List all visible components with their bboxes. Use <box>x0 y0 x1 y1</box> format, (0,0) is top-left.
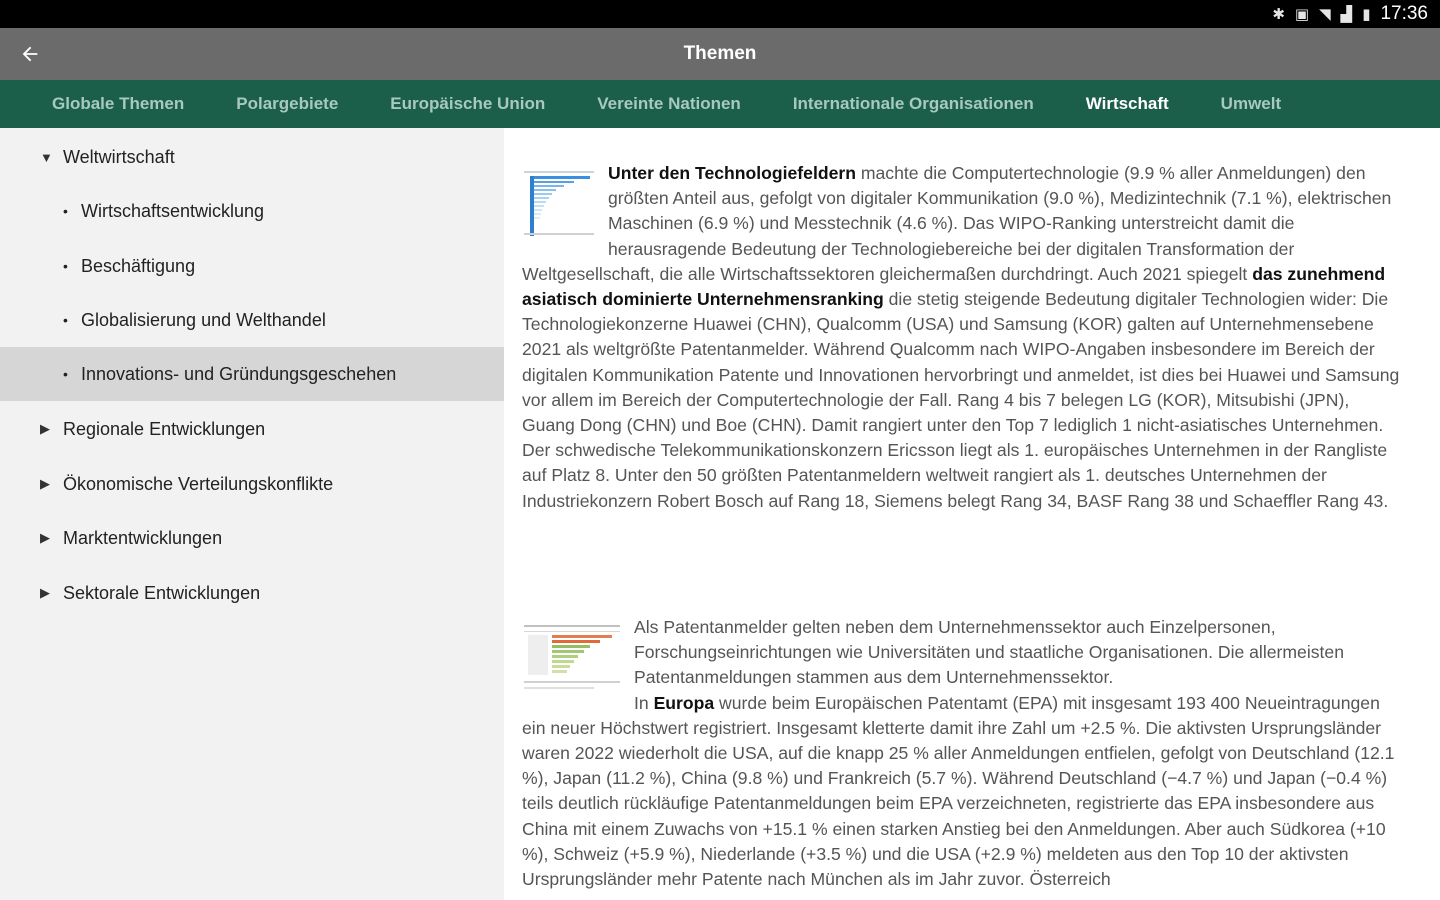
caret-right-icon: ▶ <box>40 530 50 545</box>
caret-down-icon: ▼ <box>40 149 53 165</box>
article-paragraph-1 <box>522 161 1404 514</box>
chart-thumbnail-technologiefelder[interactable] <box>522 169 598 241</box>
tab-polargebiete[interactable]: Polargebiete <box>236 94 339 113</box>
sidebar-item-label: Ökonomische Verteilungskonflikte <box>63 473 334 494</box>
caret-right-icon: ▶ <box>40 585 50 600</box>
bullet-icon: • <box>63 203 68 219</box>
sidebar-item-label: Regionale Entwicklungen <box>63 418 266 439</box>
wifi-icon: ◥ <box>1319 6 1331 23</box>
sidebar-item-marktentwicklungen[interactable] <box>0 511 504 565</box>
app-bar <box>0 28 1440 80</box>
article-paragraph-2 <box>522 615 1404 892</box>
emphasis-text: Europa <box>653 692 715 713</box>
sidebar-item-label: Sektorale Entwicklungen <box>63 582 261 603</box>
sidebar-item-label: Wirtschaftsentwicklung <box>81 200 265 221</box>
bullet-icon: • <box>63 258 68 274</box>
battery-icon: ▮ <box>1362 6 1371 23</box>
tab-bar <box>0 80 1440 128</box>
sidebar-item-weltwirtschaft[interactable] <box>0 130 504 184</box>
tab-internationale-organisationen[interactable]: Internationale Organisationen <box>792 94 1034 113</box>
status-bar <box>0 0 1440 28</box>
sidebar-item-sektorale-entwicklungen[interactable] <box>0 566 504 620</box>
nfc-icon: ▣ <box>1294 6 1310 23</box>
body-text: wurde beim Europäischen Patentamt (EPA) mit insgesamt 193 400 Neueintragungen ein neuer Höchstwert registriert. Insgesamt kletterte damit ihre Zahl um +2.5 %. Die aktivsten Ursprungsländer waren 2022 wiederholt die USA, auf die knapp 25 % aller Anmeldungen entfielen, gefolgt von Deutschland (12.1 %), Japan (11.2 %), China (9.8 %) und Frankreich (5.7 %). Während Deutschland (−4.7 %) und Japan (−0.4 %) teils deutlich rückläufige Patentanmeldungen beim EPA verzeichneten, registrierte das EPA insbesondere aus China mit einem Zuwachs von +15.1 % einen starken Anstieg bei den Anmeldungen. Aber auch Südkorea (+10 %), Schweiz (+5.9 %), Niederlande (+3.5 %) und die USA (+2.9 %) meldeten aus den Top 10 der aktivsten Ursprungsländer mehr Patente nach München als im Jahr zuvor. Österreich <box>522 692 1395 890</box>
sidebar-item-beschaeftigung[interactable] <box>0 239 504 293</box>
sidebar-item-label: Globalisierung und Welthandel <box>81 309 326 330</box>
sidebar-item-label: Weltwirtschaft <box>63 146 175 167</box>
sidebar-item-globalisierung[interactable] <box>0 293 504 347</box>
sidebar-item-innovationsgeschehen[interactable] <box>0 347 504 401</box>
caret-right-icon: ▶ <box>40 476 50 491</box>
tab-globale-themen[interactable]: Globale Themen <box>52 94 185 113</box>
body-text: Als Patentanmelder gelten neben dem Unternehmenssektor auch Einzelpersonen, Forschungseinrichtungen wie Universitäten und staatliche Organisationen. Die allermeisten Patentanmeldungen stammen aus dem Unternehmenssektor. <box>634 617 1344 688</box>
sidebar <box>0 128 504 900</box>
status-time: 17:36 <box>1380 3 1428 24</box>
tab-europaeische-union[interactable]: Europäische Union <box>390 94 546 113</box>
sidebar-item-regionale-entwicklungen[interactable] <box>0 402 504 456</box>
sidebar-item-label: Beschäftigung <box>81 255 196 276</box>
caret-right-icon: ▶ <box>40 421 50 436</box>
emphasis-text: das zunehmend asiatisch dominierte Unternehmensranking <box>522 263 1386 310</box>
page-title: Themen <box>683 43 757 64</box>
sidebar-item-label: Innovations- und Gründungsgeschehen <box>81 363 397 384</box>
sidebar-item-label: Marktentwicklungen <box>63 527 223 548</box>
sidebar-item-verteilungskonflikte[interactable] <box>0 457 504 511</box>
sidebar-item-wirtschaftsentwicklung[interactable] <box>0 184 504 238</box>
emphasis-text: Unter den Technologiefeldern <box>608 163 856 183</box>
signal-icon: ▟ <box>1340 6 1353 23</box>
bullet-icon: • <box>63 312 68 328</box>
body-text: die stetig steigende Bedeutung digitaler Technologien wider: Die Technologiekonzerne Huawei (CHN), Qualcomm (USA) und Samsung (KOR) galten auf Unternehmensebene 2021 als weltgrößte Patentanmelder. Während Qualcomm nach WIPO-Angaben insbesondere im Bereich der digitalen Kommunikation Patente und Innovationen hervorbringt und anmeldet, ist dies bei Huawei und Samsung vor allem im Bereich der Computertechnologie der Fall. Rang 4 bis 7 belegen LG (KOR), Mitsubishi (JPN), Guang Dong (CHN) und Boe (CHN). Damit rangiert unter den Top 7 lediglich 1 nicht-asiatisches Unternehmen. Der schwedische Telekommunikationskonzern Ericsson liegt als 1. europäisches Unternehmen in der Rangliste auf Platz 8. Unter den 50 größten Patentanmeldern weltweit rangiert als 1. deutsches Unternehmen der Industriekonzern Robert Bosch auf Rang 18, Siemens belegt Rang 34, BASF Rang 38 und Schaeffler Rang 43. <box>522 289 1400 511</box>
tab-umwelt[interactable]: Umwelt <box>1220 94 1282 113</box>
body-text: machte die Computertechnologie (9.9 % aller Anmeldungen) den größten Anteil aus, gefolgt von digitaler Kommunikation (9.0 %), Medizintechnik (7.1 %), elektrischen Maschinen (6.9 %) und Messtechnik (4.6 %). Das WIPO-Ranking unterstreicht damit die herausragende Bedeutung der Technologiebereiche bei der digitalen Transformation der Weltgesellschaft, die alle Wirtschaftssektoren gleichermaßen durchdringt. Auch 2021 spiegelt <box>522 163 1392 284</box>
chart-thumbnail-patentanmelder[interactable] <box>522 623 624 695</box>
body-text: In <box>634 692 654 713</box>
tab-wirtschaft[interactable]: Wirtschaft <box>1085 94 1169 113</box>
article-content <box>504 128 1440 900</box>
bluetooth-icon: ✱ <box>1272 6 1285 23</box>
bullet-icon: • <box>63 366 68 382</box>
tab-vereinte-nationen[interactable]: Vereinte Nationen <box>597 94 741 113</box>
